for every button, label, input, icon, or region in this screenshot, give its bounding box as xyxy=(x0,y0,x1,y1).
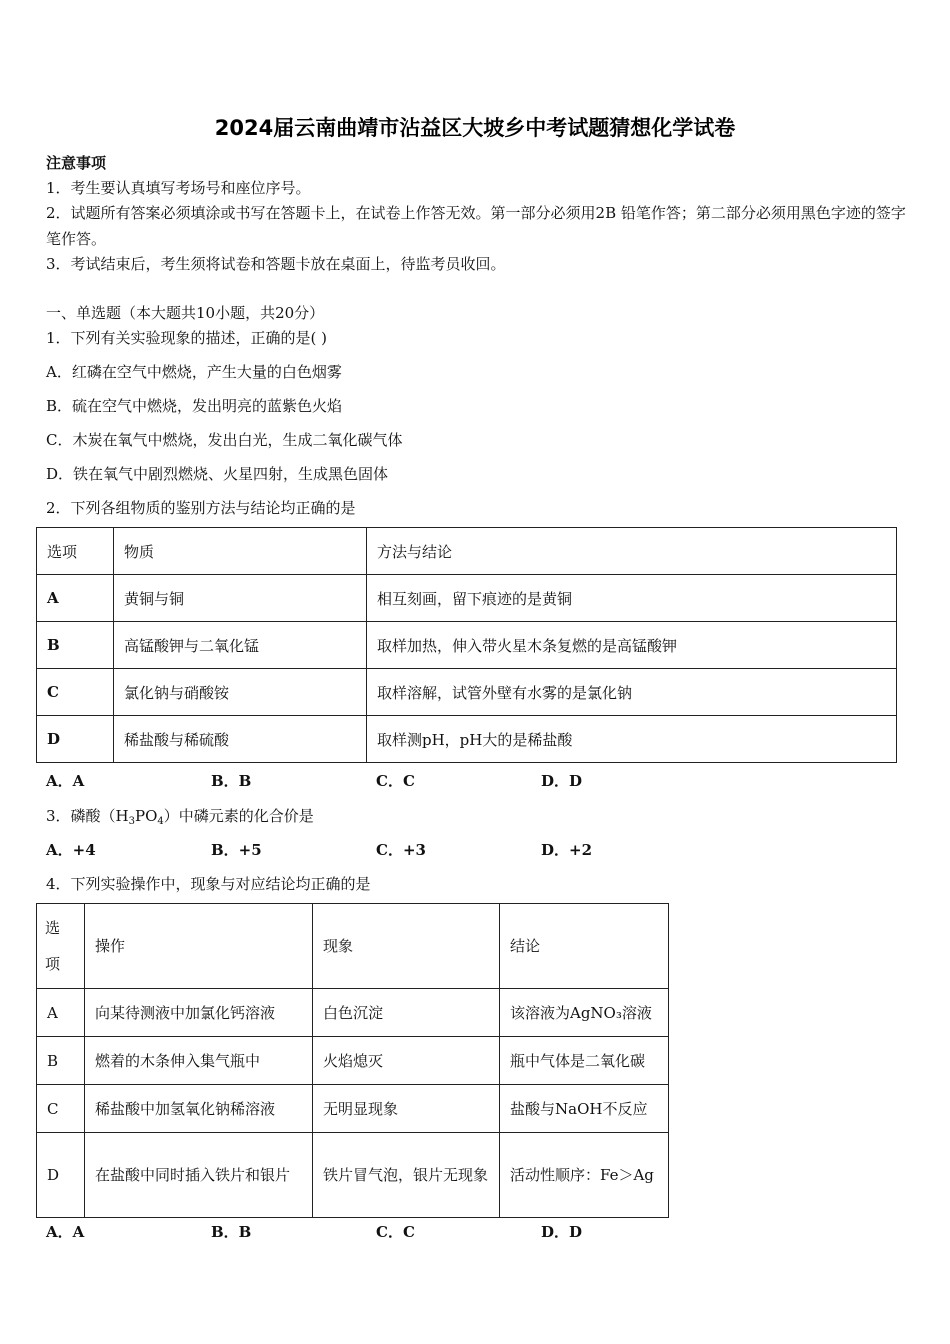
q4-stem: 4．下列实验操作中，现象与对应结论均正确的是 xyxy=(46,875,371,893)
table-cell: A xyxy=(37,575,114,622)
q1-option-d: D．铁在氧气中剧烈燃烧、火星四射，生成黑色固体 xyxy=(46,465,389,483)
table-cell: 燃着的木条伸入集气瓶中 xyxy=(85,1037,313,1085)
table-cell: 白色沉淀 xyxy=(313,989,500,1037)
notice-heading: 注意事项 xyxy=(46,154,107,172)
table-row xyxy=(37,1085,669,1133)
q2-stem: 2．下列各组物质的鉴别方法与结论均正确的是 xyxy=(46,499,356,517)
answer-option: C．C xyxy=(376,772,415,790)
table-row xyxy=(37,1037,669,1085)
q3-stem xyxy=(46,805,314,827)
table-cell: B xyxy=(37,622,114,669)
answer-option: A．+4 xyxy=(46,841,96,859)
answer-option: D．D xyxy=(541,772,583,790)
q4-answers xyxy=(46,1221,706,1242)
answer-option: D．+2 xyxy=(541,841,593,859)
table-cell: A xyxy=(37,989,85,1037)
table-cell: 无明显现象 xyxy=(313,1085,500,1133)
table-header-cell: 选项 xyxy=(37,528,114,575)
table-row xyxy=(37,622,897,669)
section-heading: 一、单选题（本大题共10小题，共20分） xyxy=(46,304,325,322)
table-header-cell: 结论 xyxy=(500,904,669,989)
table-cell: D xyxy=(37,1133,85,1218)
q1-option-b: B．硫在空气中燃烧，发出明亮的蓝紫色火焰 xyxy=(46,397,343,415)
answer-option: A．A xyxy=(46,1223,85,1241)
table-cell: 该溶液为AgNO₃溶液 xyxy=(500,989,669,1037)
header-text: 选项 xyxy=(45,919,61,973)
table-row xyxy=(37,716,897,763)
q3-sub-2: 4 xyxy=(157,816,164,827)
q2-table xyxy=(36,527,897,763)
table-header-cell xyxy=(37,904,85,989)
table-header-row xyxy=(37,904,669,989)
page-title: 2024届云南曲靖市沾益区大坡乡中考试题猜想化学试卷 xyxy=(214,116,736,140)
answer-option: B．B xyxy=(211,772,252,790)
q1-stem: 1．下列有关实验现象的描述，正确的是( ) xyxy=(46,329,328,347)
table-cell: B xyxy=(37,1037,85,1085)
table-header-cell: 现象 xyxy=(313,904,500,989)
table-cell: 相互刻画，留下痕迹的是黄铜 xyxy=(367,575,897,622)
notice-item-3: 3．考试结束后，考生须将试卷和答题卡放在桌面上，待监考员收回。 xyxy=(46,255,506,273)
table-cell: 氯化钠与硝酸铵 xyxy=(114,669,367,716)
table-cell: 铁片冒气泡，银片无现象 xyxy=(313,1133,500,1218)
table-cell: 稀盐酸与稀硫酸 xyxy=(114,716,367,763)
answer-option: C．+3 xyxy=(376,841,426,859)
table-cell: 火焰熄灭 xyxy=(313,1037,500,1085)
q3-answers xyxy=(46,839,706,860)
table-cell: C xyxy=(37,1085,85,1133)
notice-item-2: 2．试题所有答案必须填涂或书写在答题卡上，在试卷上作答无效。第一部分必须用2B 铅笔作答；第二部分必须用黑色字迹的签字笔作答。 xyxy=(46,204,906,248)
table-row xyxy=(37,989,669,1037)
q2-answers xyxy=(46,770,706,791)
answer-option: C．C xyxy=(376,1223,415,1241)
table-header-row xyxy=(37,528,897,575)
q3-stem-mid: PO xyxy=(135,807,158,825)
table-cell: 在盐酸中同时插入铁片和银片 xyxy=(85,1133,313,1218)
table-row xyxy=(37,575,897,622)
table-row xyxy=(37,669,897,716)
q1-option-a: A．红磷在空气中燃烧，产生大量的白色烟雾 xyxy=(46,363,342,381)
q3-stem-before: 3．磷酸（H xyxy=(46,807,129,825)
table-cell: 瓶中气体是二氧化碳 xyxy=(500,1037,669,1085)
table-cell: 取样加热，伸入带火星木条复燃的是高锰酸钾 xyxy=(367,622,897,669)
table-cell: 盐酸与NaOH不反应 xyxy=(500,1085,669,1133)
answer-option: B．+5 xyxy=(211,841,262,859)
table-cell: 取样测pH，pH大的是稀盐酸 xyxy=(367,716,897,763)
table-header-cell: 操作 xyxy=(85,904,313,989)
table-cell: 活动性顺序：Fe＞Ag xyxy=(500,1133,669,1218)
table-cell: 向某待测液中加氯化钙溶液 xyxy=(85,989,313,1037)
table-header-cell: 方法与结论 xyxy=(367,528,897,575)
table-header-cell: 物质 xyxy=(114,528,367,575)
table-cell: 稀盐酸中加氢氧化钠稀溶液 xyxy=(85,1085,313,1133)
q4-table xyxy=(36,903,669,1218)
q3-stem-after: ）中磷元素的化合价是 xyxy=(163,807,314,825)
q3-sub-1: 3 xyxy=(128,816,135,827)
q1-option-c: C．木炭在氧气中燃烧，发出白光，生成二氧化碳气体 xyxy=(46,431,403,449)
notice-item-1: 1．考生要认真填写考场号和座位序号。 xyxy=(46,179,311,197)
answer-option: B．B xyxy=(211,1223,252,1241)
table-row xyxy=(37,1133,669,1218)
answer-option: D．D xyxy=(541,1223,583,1241)
answer-option: A．A xyxy=(46,772,85,790)
table-cell: C xyxy=(37,669,114,716)
table-cell: 高锰酸钾与二氧化锰 xyxy=(114,622,367,669)
table-cell: 黄铜与铜 xyxy=(114,575,367,622)
table-cell: D xyxy=(37,716,114,763)
table-cell: 取样溶解，试管外壁有水雾的是氯化钠 xyxy=(367,669,897,716)
